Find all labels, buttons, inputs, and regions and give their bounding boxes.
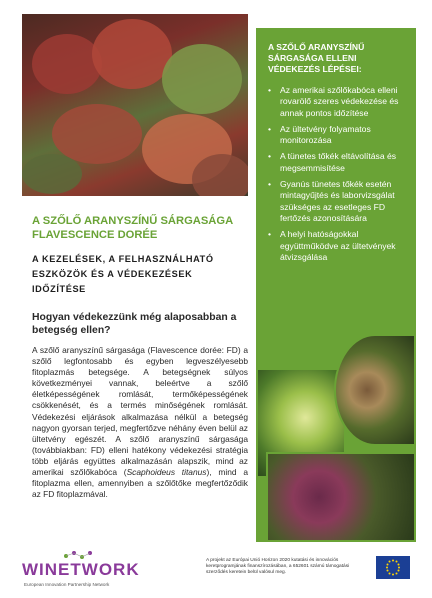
hero-photo: [22, 14, 248, 196]
step-text: Az amerikai szőlőkabóca elleni rovarölő szeres védekezése és annak pontos időzítése: [280, 85, 399, 118]
bullet-icon: •: [268, 85, 272, 95]
logo-wordmark: WINETWORK: [22, 560, 140, 579]
species-name: Scaphoideus titanus: [126, 467, 207, 478]
body-paragraph: [22, 345, 248, 500]
bullet-icon: •: [268, 123, 272, 134]
step-item: [268, 229, 406, 263]
main-title: A SZŐLŐ ARANYSZÍNŰ SÁRGASÁGA FLAVESCENCE DORÉE: [32, 215, 233, 241]
eu-flag-icon: [376, 556, 410, 579]
bullet-icon: •: [268, 229, 272, 240]
logo-tagline: European Innovation Partnership Network: [24, 582, 110, 587]
step-text: Az ültetvény folyamatos monitorozása: [280, 123, 371, 146]
step-text: Gyanús tünetes tőkék esetén mintagyűjtés és laborvizsgálat szükséges az esetleges FD fertőzés azonosítására: [280, 179, 395, 223]
step-text: A helyi hatóságokkal együttműködve az ültetvények átvizsgálása: [280, 229, 396, 262]
protection-steps-panel: [256, 28, 416, 542]
step-item: [268, 124, 406, 147]
photo-collage: [256, 334, 416, 542]
body-text-part-2: ), mind a fitoplazma ellen, amennyiben a szőlőtőke megfertőződik az FD fitoplazmával.: [32, 467, 248, 500]
sub-title: A KEZELÉSEK, A FELHASZNÁLHATÓ ESZKÖZÖK ÉS A VÉDEKEZÉSEK IDŐZÍTÉSE: [32, 254, 214, 294]
main-column: [22, 14, 248, 500]
section-question: Hogyan védekezzünk még alaposabban a betegség ellen?: [32, 312, 237, 336]
grape-cluster-photo: [266, 452, 416, 542]
bullet-icon: •: [268, 179, 272, 190]
step-item: [268, 85, 406, 119]
leafhopper-photo: [334, 334, 416, 446]
bullet-icon: •: [268, 151, 272, 162]
steps-list: [256, 75, 416, 263]
step-text: A tünetes tőkék eltávolítása és megsemmisítése: [280, 151, 397, 173]
panel-title: A SZŐLŐ ARANYSZÍNŰ SÁRGASÁGA ELLENI VÉDEKEZÉS LÉPÉSEI:: [268, 42, 365, 74]
step-item: [268, 179, 406, 224]
funding-disclaimer: A projekt az Európai Unió Horizon 2020 kutatási és innovációs keretprogramjának finanszírozásában, a 652601 számú támogatási szerződés keretein belül valósul meg.: [206, 558, 350, 576]
body-text-part-1: A szőlő aranyszínű sárgasága (Flavescence dorée: FD) a szőlő legfontosabb és egyben legveszélyesebb fitoplazmás betegsége. A betegségnek súlyos következményei vannak, beleértve a szőlő életképességének romlását, termőképességének csökkenését, és a termés minőségének romlását. Védekezési eljárások alkalmazása nélkül a betegség nagyon gyorsan terjed, megfertőzve néhány éven belül az ültetvény egészét. A szőlő aranyszínű sárgasága (továbbiakban: FD) elleni hatékony védekezési stratégia több eljárás együttes alkalmazásán alapszik, mind az amerikai szőlőkabóca (: [32, 345, 248, 478]
winetwork-logo: [22, 554, 140, 592]
footer: [0, 546, 432, 598]
step-item: [268, 151, 406, 174]
